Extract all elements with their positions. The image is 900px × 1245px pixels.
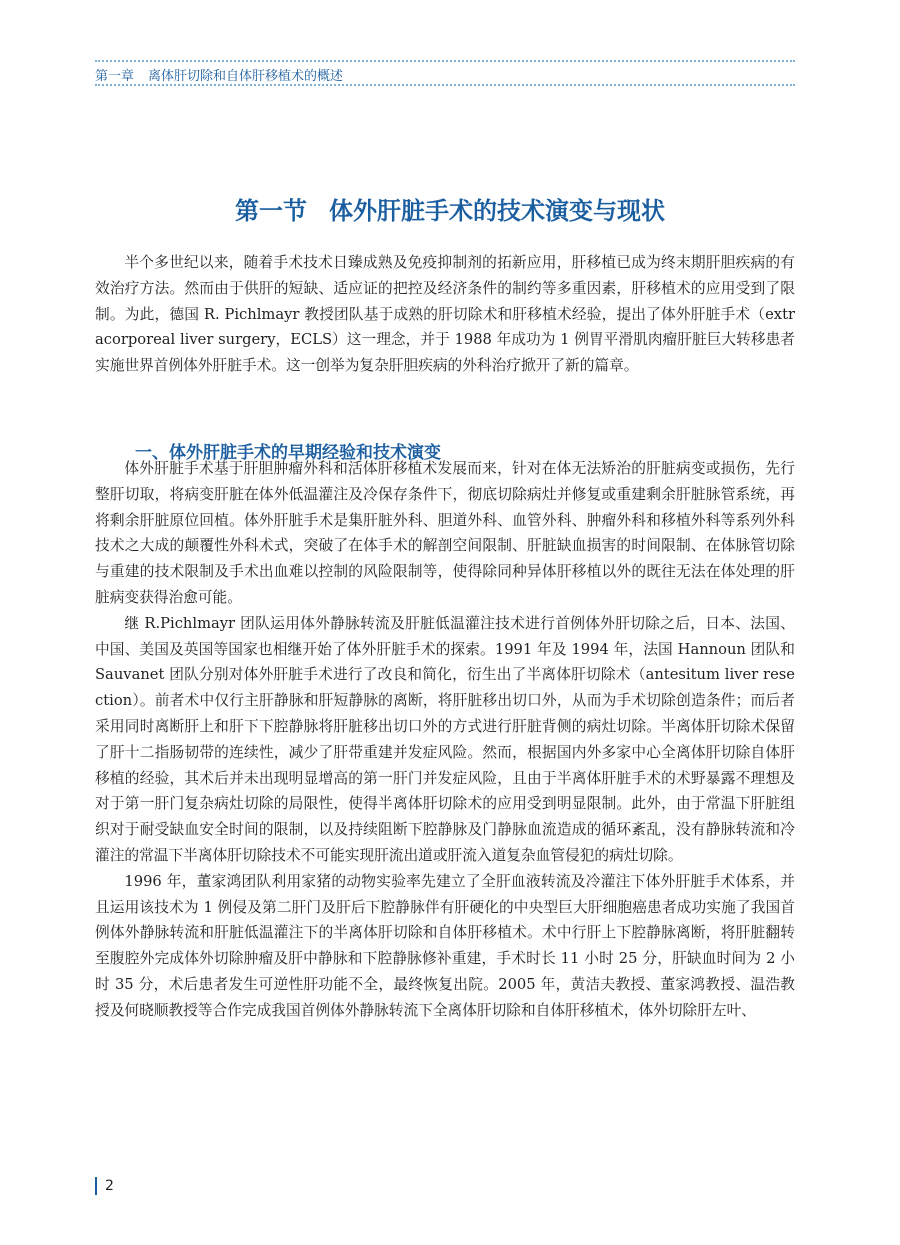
running-header — [95, 60, 795, 84]
page-number: 2 — [95, 1177, 114, 1195]
header-dotted-rule-bottom — [95, 84, 795, 86]
body-paragraph: 继 R.Pichlmayr 团队运用体外静脉转流及肝脏低温灌注技术进行首例体外肝切除之后，日本、法国、中国、美国及英国等国家也相继开始了体外肝脏手术的探索。1991 年及 1994 年，法国 Hannoun 团队和 Sauvanet 团队分别对体外肝脏手术进行了改良和简化，衍生出了半离体肝切除术（antesitum liver resection）。前者术中仅行主肝静脉和肝短静脉的离断，将肝脏移出切口外，从而为手术切除创造条件；而后者采用同时离断肝上和肝下下腔静脉将肝脏移出切口外的方式进行肝脏背侧的病灶切除。半离体肝切除术保留了肝十二指肠韧带的连续性，减少了肝带重建并发症风险。然而，根据国内外多家中心全离体肝切除自体肝移植的经验，其术后并未出现明显增高的第一肝门并发症风险，且由于半离体肝脏手术的术野暴露不理想及对于第一肝门复杂病灶切除的局限性，使得半离体肝切除术的应用受到明显限制。此外，由于常温下肝脏组织对于耐受缺血安全时间的限制，以及持续阻断下腔静脉及门静脉血流造成的循环紊乱，没有静脉转流和冷灌注的常温下半离体肝切除技术不可能实现肝流出道或肝流入道复杂血管侵犯的病灶切除。 — [95, 614, 795, 864]
chapter-label: 第一章 — [95, 69, 135, 84]
intro-block — [95, 250, 795, 379]
subsection-heading: 一、体外肝脏手术的早期经验和技术演变 — [135, 443, 441, 464]
body-paragraph: 体外肝脏手术基于肝胆肿瘤外科和活体肝移植术发展而来，针对在体无法矫治的肝脏病变或损伤，先行整肝切取，将病变肝脏在体外低温灌注及冷保存条件下，彻底切除病灶并修复或重建剩余肝脏脉管系统，再将剩余肝脏原位回植。体外肝脏手术是集肝脏外科、胆道外科、血管外科、肿瘤外科和移植外科等系列外科技术之大成的颠覆性外科术式，突破了在体手术的解剖空间限制、肝脏缺血损害的时间限制、在体脉管切除与重建的技术限制及手术出血难以控制的风险限制等，使得除同种异体肝移植以外的既往无法在体处理的肝脏病变获得治愈可能。 — [95, 460, 795, 606]
chapter-title: 离体肝切除和自体肝移植术的概述 — [148, 69, 344, 84]
intro-paragraph: 半个多世纪以来，随着手术技术日臻成熟及免疫抑制剂的拓新应用，肝移植已成为终末期肝胆疾病的有效治疗方法。然而由于供肝的短缺、适应证的把控及经济条件的制约等多重因素，肝移植术的应用受到了限制。为此，德国 R. Pichlmayr 教授团队基于成熟的肝切除术和肝移植术经验，提出了体外肝脏手术（extracorporeal liver surgery，ECLS）这一理念，并于 1988 年成功为 1 例胃平滑肌肉瘤肝脏巨大转移患者实施世界首例体外肝脏手术。这一创举为复杂肝胆疾病的外科治疗掀开了新的篇章。 — [95, 254, 795, 375]
section-title-text: 体外肝脏手术的技术演变与现状 — [329, 197, 665, 226]
header-dotted-rule-top — [95, 60, 795, 62]
body-text — [95, 456, 795, 1024]
body-paragraph: 1996 年，董家鸿团队利用家猪的动物实验率先建立了全肝血液转流及冷灌注下体外肝脏手术体系，并且运用该技术为 1 例侵及第二肝门及肝后下腔静脉伴有肝硬化的中央型巨大肝细胞癌患者成功实施了我国首例体外静脉转流和肝脏低温灌注下的半离体肝切除和自体肝移植术。术中行肝上下腔静脉离断，将肝脏翻转至腹腔外完成体外切除肿瘤及肝中静脉和下腔静脉修补重建，手术时长 11 小时 25 分，肝缺血时间为 2 小时 35 分，术后患者发生可逆性肝功能不全，最终恢复出院。2005 年，黄洁夫教授、董家鸿教授、温浩教授及何晓顺教授等合作完成我国首例体外静脉转流下全离体肝切除和自体肝移植术，体外切除肝左叶、 — [95, 872, 795, 1019]
section-title — [0, 191, 900, 226]
section-label: 第一节 — [235, 197, 307, 226]
header-text — [95, 65, 343, 84]
